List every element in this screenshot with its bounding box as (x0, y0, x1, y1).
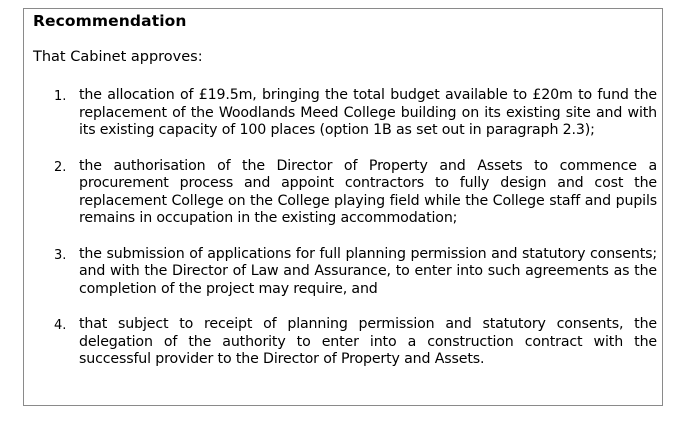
item-text: the submission of applications for full planning permission and statutory consents; and with the Director of Law and Assurance, to enter into such agreements as the completion of the project may require, and (79, 245, 657, 297)
intro-text: That Cabinet approves: (33, 49, 203, 65)
item-number: 2. (54, 159, 67, 175)
recommendation-list (54, 87, 657, 387)
recommendation-heading: Recommendation (33, 12, 187, 30)
item-number: 4. (54, 318, 67, 333)
item-text: the authorisation of the Director of Property and Assets to commence a procurement process and appoint contractors to fully design and cost the replacement College on the College playing field while the College staff and pupils remains in occupation in the existing accommodation; (79, 157, 657, 226)
item-text: the allocation of £19.5m, bringing the total budget available to £20m to fund the replacement of the Woodlands Meed College building on its existing site and with its existing capacity of 100 places (option 1B as set out in paragraph 2.3); (79, 87, 657, 138)
item-number: 1. (54, 89, 67, 104)
recommendation-box (23, 8, 663, 406)
list-item (54, 316, 657, 369)
list-item (54, 87, 657, 140)
item-text: that subject to receipt of planning permission and statutory consents, the delegation of the authority to enter into a construction contract with the successful provider to the Director of Property and Assets. (79, 316, 657, 367)
list-item (54, 246, 657, 299)
item-number: 3. (54, 247, 67, 263)
list-item (54, 158, 657, 228)
